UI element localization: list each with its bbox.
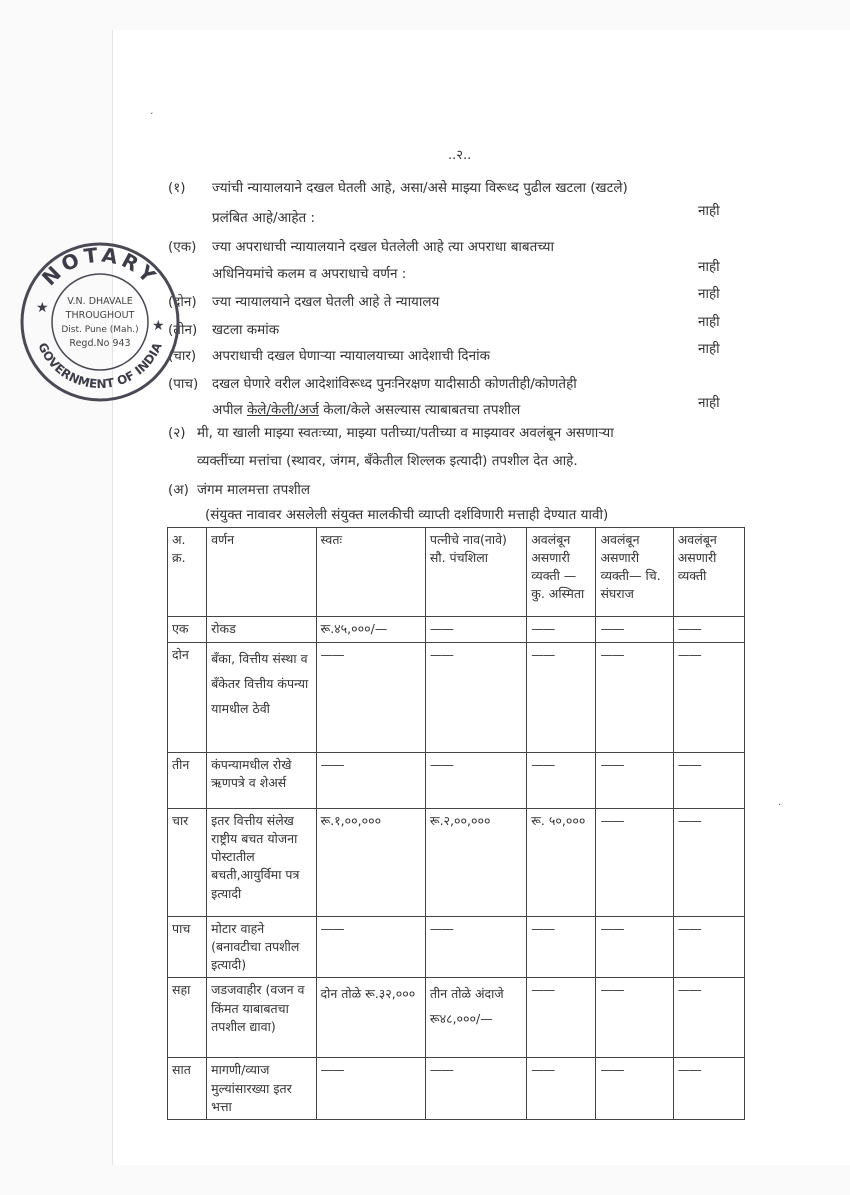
stamp-line4: Regd.No 943 [69, 338, 131, 349]
row-dependent-1: —— [527, 643, 596, 753]
item2-line2: व्यक्तींच्या मत्तांचा (स्थावर, जंगम, बँकेतील शिल्लक इत्यादी) तपशील देत आहे. [197, 453, 578, 469]
row-dependent-3: —— [673, 617, 744, 643]
table-row [168, 643, 745, 753]
sub1-line2: अधिनियमांचे कलम व अपराधाचे वर्णन : [212, 266, 407, 282]
row-self: रू.१,००,००० [316, 809, 425, 917]
table-row [168, 753, 745, 809]
stamp-top-text: NOTARY [37, 242, 164, 291]
sub5-line1: दखल घेणारे वरील आदेशांविरूध्द पुनःनिरक्षण यादीसाठी कोणतीही/कोणतेही [212, 376, 577, 392]
table-row [168, 1058, 745, 1119]
row-serial: तीन [168, 753, 207, 809]
header-dependent-2: अवलंबून असणारी व्यक्ती— चि. संघराज [596, 528, 673, 617]
row-self: रू.४५,०००/— [316, 617, 425, 643]
row-serial: सात [168, 1058, 207, 1119]
stamp-line3: Dist. Pune (Mah.) [61, 325, 139, 335]
row-wife: —— [425, 917, 526, 978]
row-dependent-3: —— [673, 917, 744, 978]
row-dependent-1: —— [527, 978, 596, 1058]
row-serial: एक [168, 617, 207, 643]
stamp-line1: V.N. DHAVALE [67, 296, 133, 307]
sub3-value: नाही [698, 314, 720, 330]
sub4-value: नाही [698, 341, 720, 357]
row-serial: दोन [168, 643, 207, 753]
sub2-label: (दोन) [168, 294, 197, 310]
row-wife: —— [425, 617, 526, 643]
movable-assets-table [167, 527, 745, 1120]
sub5-line2 [212, 400, 520, 418]
row-serial: चार [168, 809, 207, 917]
item2-line1: मी, या खाली माझ्या स्वतःच्या, माझ्या पतीच्या/पतीच्या व माझ्यावर अवलंबून असणाऱ्या [197, 425, 614, 441]
section-a-title: जंगम मालमत्ता तपशील [197, 482, 311, 498]
header-wife: पत्नीचे नाव(नावे) सौ. पंचशिला [425, 528, 526, 617]
row-dependent-2: —— [596, 978, 673, 1058]
sub5-line2-underlined: केले/केली/अर्ज [246, 402, 319, 418]
row-description: इतर वित्तीय संलेख राष्ट्रीय बचत योजना पोस्टातील बचती,आयुर्विमा पत्र इत्यादी [207, 809, 316, 917]
row-dependent-2: —— [596, 753, 673, 809]
row-description: रोकड [207, 617, 316, 643]
sub2-text: ज्या न्यायालयाने दखल घेतली आहे ते न्यायालय [212, 294, 440, 310]
row-self: —— [316, 917, 425, 978]
item2-label: (२) [168, 425, 186, 441]
table-header-row [168, 528, 745, 617]
row-dependent-1: रू. ५०,००० [527, 809, 596, 917]
row-dependent-1: —— [527, 617, 596, 643]
header-serial: अ. क्र. [168, 528, 207, 617]
scan-speck: · [778, 800, 782, 811]
sub3-label: (तीन) [168, 322, 198, 338]
row-dependent-3: —— [673, 1058, 744, 1119]
row-dependent-2: —— [596, 617, 673, 643]
header-self: स्वतः [316, 528, 425, 617]
stamp-bottom-text: GOVERNMENT OF INDIA [35, 340, 165, 392]
row-self: —— [316, 753, 425, 809]
row-wife: —— [425, 643, 526, 753]
row-dependent-1: —— [527, 917, 596, 978]
row-description: कंपन्यामधील रोखे ऋणपत्रे व शेअर्स [207, 753, 316, 809]
sub5-value: नाही [698, 395, 720, 411]
header-dependent-1: अवलंबून असणारी व्यक्ती — कु. अस्मिता [527, 528, 596, 617]
table-row [168, 917, 745, 978]
item1-label: (१) [168, 180, 186, 196]
item1-line2: प्रलंबित आहे/आहेत : [212, 210, 316, 226]
row-self: —— [316, 643, 425, 753]
stamp-line2: THROUGHOUT [65, 310, 135, 321]
sub4-label: (चार) [168, 348, 197, 364]
sub2-value: नाही [698, 286, 720, 302]
page-number: ..२.. [448, 148, 472, 163]
row-wife: तीन तोळे अंदाजे रू४८,०००/— [425, 978, 526, 1058]
row-serial: पाच [168, 917, 207, 978]
row-dependent-3: —— [673, 978, 744, 1058]
row-dependent-3: —— [673, 753, 744, 809]
scan-speck: ˯ [150, 104, 154, 115]
table-row [168, 978, 745, 1058]
notary-stamp [18, 240, 182, 404]
row-self: दोन तोळे रू.३२,००० [316, 978, 425, 1058]
row-description: मोटार वाहने (बनावटीचा तपशील इत्यादी) [207, 917, 316, 978]
section-a-note: (संयुक्त नावावर असलेली संयुक्त मालकीची व्याप्ती दर्शविणारी मत्ताही देण्यात यावी) [205, 507, 609, 523]
row-wife: —— [425, 1058, 526, 1119]
sub1-value: नाही [698, 259, 720, 275]
sub1-line1: ज्या अपराधाची न्यायालयाने दखल घेतलेली आहे त्या अपराधा बाबतच्या [212, 239, 554, 255]
header-description: वर्णन [207, 528, 316, 617]
sub1-label: (एक) [168, 239, 197, 255]
notary-seal-graphic [18, 240, 182, 404]
table-row [168, 809, 745, 917]
row-self: —— [316, 1058, 425, 1119]
table-row [168, 617, 745, 643]
sub5-label: (पाच) [168, 376, 199, 392]
row-dependent-1: —— [527, 1058, 596, 1119]
star-right-icon: ★ [152, 318, 165, 334]
row-description: जडजवाहीर (वजन व किंमत याबाबतचा तपशील द्यावा) [207, 978, 316, 1058]
row-dependent-3: —— [673, 643, 744, 753]
sub4-text: अपराधाची दखल घेणाऱ्या न्यायालयाच्या आदेशाची दिनांक [212, 348, 490, 364]
row-serial: सहा [168, 978, 207, 1058]
row-dependent-2: —— [596, 809, 673, 917]
header-dependent-3: अवलंबून असणारी व्यक्ती [673, 528, 744, 617]
row-description: मागणी/व्याज मुल्यांसारख्या इतर भत्ता [207, 1058, 316, 1119]
row-dependent-3: —— [673, 809, 744, 917]
sub5-line2-pre: अपील [212, 402, 243, 418]
sub3-text: खटला कमांक [212, 322, 280, 338]
row-description: बँका, वित्तीय संस्था व बँकेतर वित्तीय कंपन्या यामधील ठेवी [207, 643, 316, 753]
section-a-label: (अ) [168, 482, 189, 498]
row-wife: —— [425, 753, 526, 809]
row-dependent-2: —— [596, 917, 673, 978]
row-dependent-2: —— [596, 643, 673, 753]
sub5-line2-post: केला/केले असल्यास त्याबाबतचा तपशील [323, 402, 521, 418]
row-dependent-2: —— [596, 1058, 673, 1119]
item1-line1: ज्यांची न्यायालयाने दखल घेतली आहे, असा/असे माझ्या विरूध्द पुढील खटला (खटले) [212, 180, 628, 196]
row-dependent-1: —— [527, 753, 596, 809]
star-left-icon: ★ [36, 300, 49, 316]
row-wife: रू.२,००,००० [425, 809, 526, 917]
item1-value: नाही [698, 203, 720, 219]
